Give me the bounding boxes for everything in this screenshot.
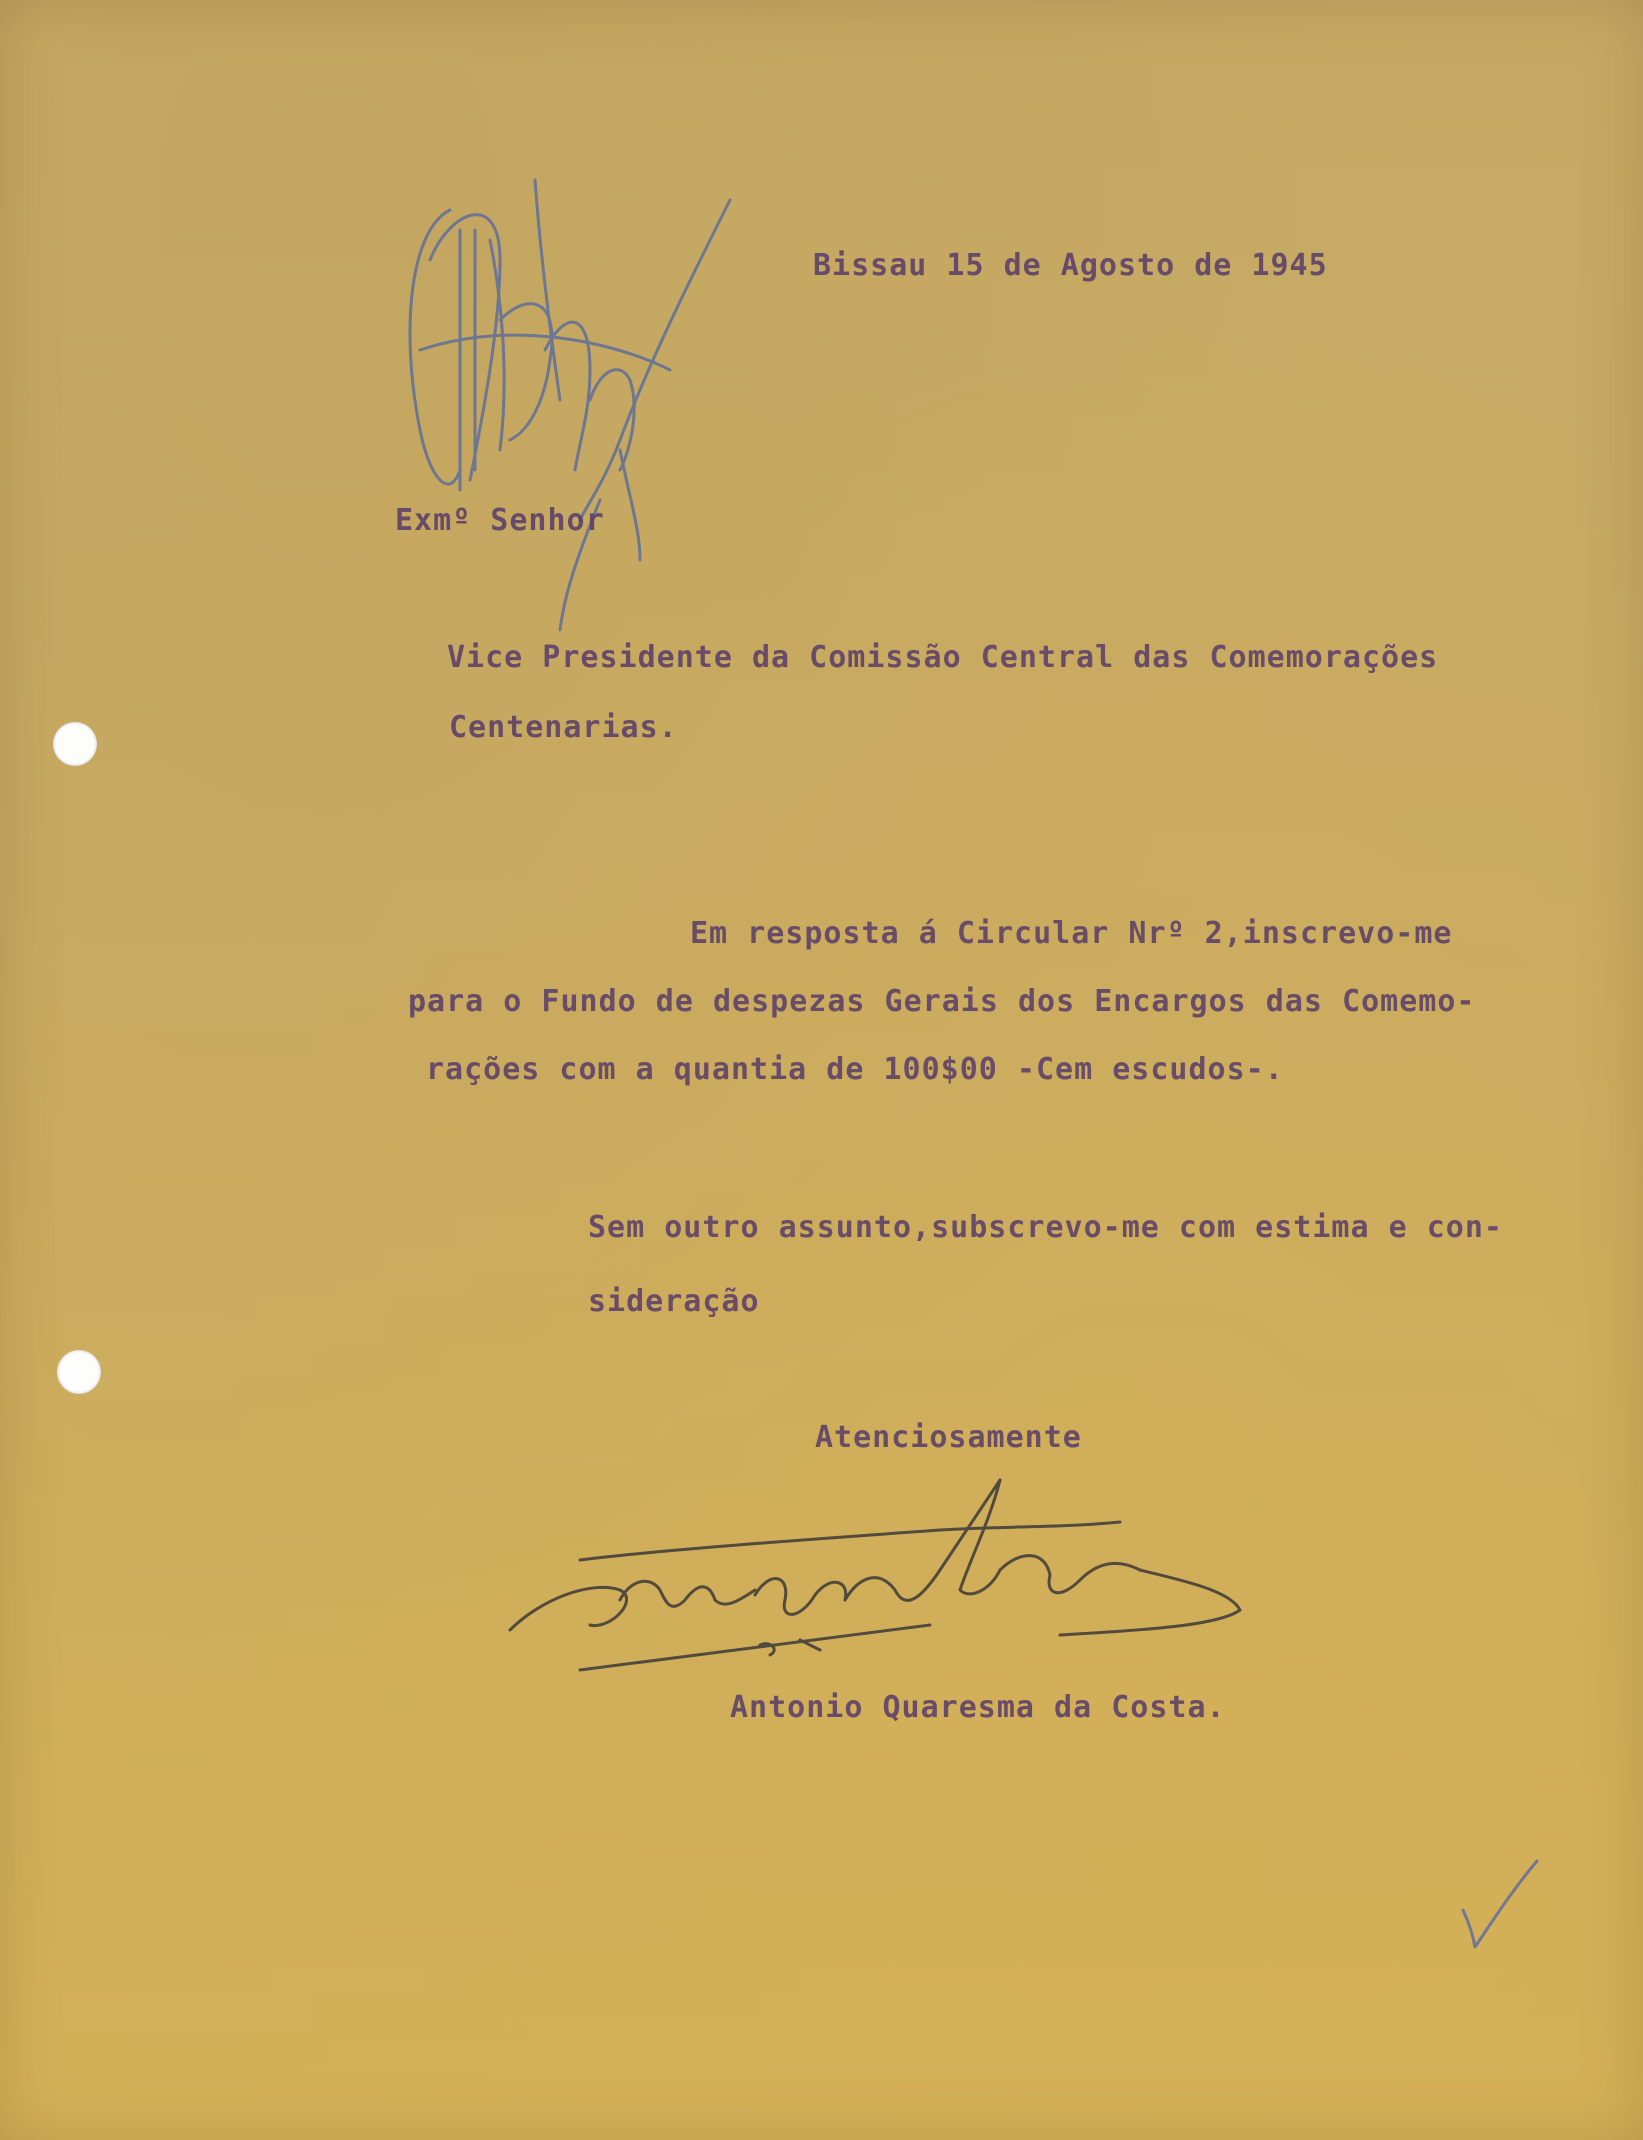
handwritten-initials-mark [390, 170, 750, 640]
signatory-name: Antonio Quaresma da Costa. [730, 1690, 1226, 1725]
closing-line-1: Sem outro assunto,subscrevo-me com estima e con- [588, 1210, 1503, 1245]
punch-hole-upper [53, 722, 97, 766]
addressee-line-2: Centenarias. [449, 710, 678, 745]
place-and-date: Bissau 15 de Agosto de 1945 [813, 248, 1328, 283]
complimentary-close: Atenciosamente [815, 1420, 1082, 1455]
salutation: Exmº Senhor [395, 503, 605, 538]
addressee-line-1: Vice Presidente da Comissão Central das Comemorações [447, 640, 1439, 675]
check-mark-icon [1455, 1855, 1545, 1955]
closing-line-2: sideração [588, 1284, 760, 1319]
handwritten-signature [500, 1450, 1260, 1690]
body-line-1: Em resposta á Circular Nrº 2,inscrevo-me [690, 916, 1453, 951]
body-line-2: para o Fundo de despezas Gerais dos Encargos das Comemo- [408, 984, 1476, 1019]
punch-hole-lower [57, 1350, 101, 1394]
body-line-3: rações com a quantia de 100$00 -Cem escudos-. [426, 1052, 1284, 1087]
